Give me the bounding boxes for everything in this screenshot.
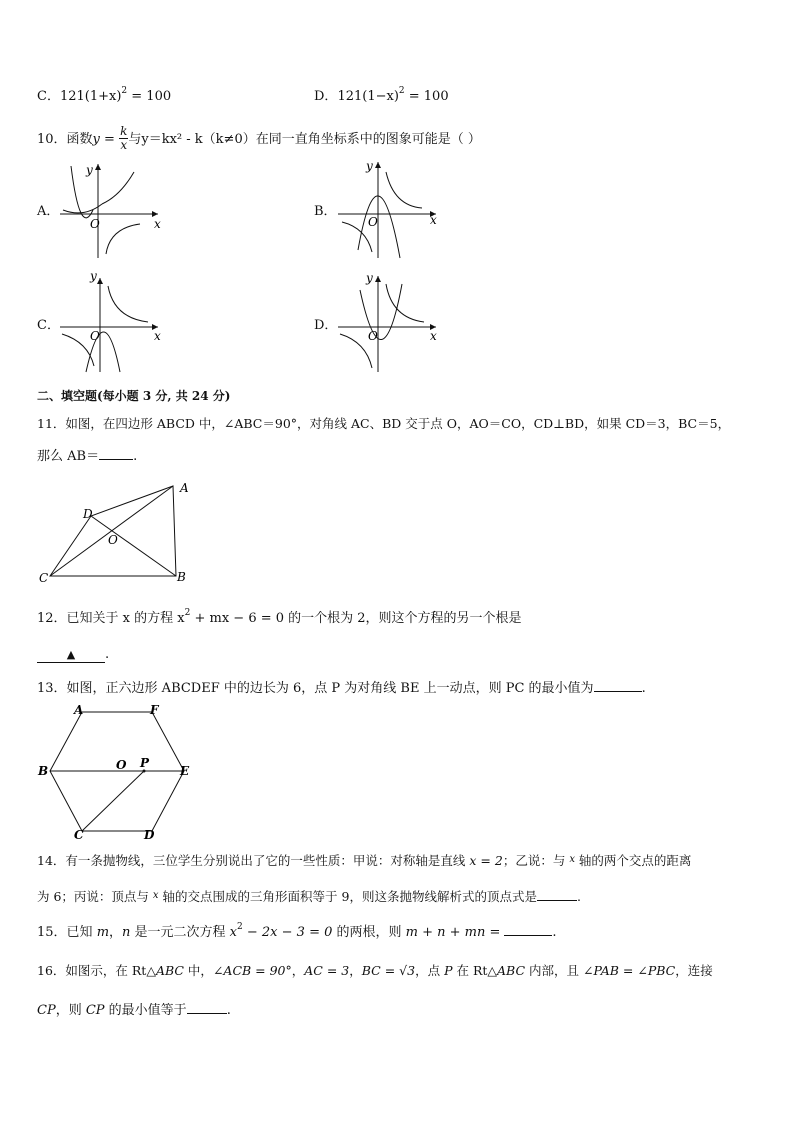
var-cp: CP [37, 1003, 56, 1018]
q15-text-e: 是一元二次方程 [130, 925, 230, 940]
answer-blank[interactable]: ▲ [37, 649, 105, 663]
q12-text-a: 12．已知关于 x 的方程 x [37, 611, 185, 626]
q15-line [37, 923, 557, 939]
q10-option-c-label: C． [37, 318, 60, 333]
label-e: E [180, 764, 190, 778]
q16-angle: ∠ACB = 90° [212, 963, 292, 978]
var-n: n [122, 925, 131, 940]
q16-text: ， [291, 963, 305, 978]
q9-option-c [37, 86, 172, 104]
exponent: 2 [398, 86, 405, 96]
q15-equation: − 2x − 3 = 0 [242, 925, 333, 940]
q12-text-b: + mx − 6 = 0 的一个根为 2，则这个方程的另一个根是 [190, 611, 522, 626]
q14-text-2c: 轴的交点围成的三角形面积等于 9，则这条抛物线解析式的顶点式是 [158, 889, 537, 904]
origin-label: O [90, 329, 100, 343]
graph-a [58, 158, 168, 258]
q14-line2 [37, 888, 581, 904]
q14-text-2a: 为 6；丙说：顶点与 [37, 889, 153, 904]
q16-text: ，连接 [675, 963, 713, 978]
q11-line2 [37, 447, 137, 463]
option-expr: 121(1−x) [337, 89, 399, 104]
answer-blank[interactable] [504, 923, 552, 936]
equals: = [99, 132, 120, 147]
q14-axis-eq: x = 2 [469, 853, 503, 868]
graph-d [336, 272, 446, 372]
axis-x-label: x [430, 329, 437, 343]
q11-prompt: 那么 AB＝ [37, 449, 100, 464]
label-c: C [74, 828, 84, 842]
period: . [133, 449, 138, 464]
q10-option-b-label: B． [314, 204, 337, 219]
label-f: F [150, 703, 159, 717]
q13-prompt: 13．如图，正六边形 ABCDEF 中的边长为 6，点 P 为对角线 BE 上一动点，则 PC 的最小值为 [37, 681, 594, 696]
axis-y-label: y [86, 163, 93, 177]
fraction-k-over-x [119, 125, 128, 152]
comma: ， [109, 925, 123, 940]
q16-text: ABC [497, 963, 526, 978]
var-p: P [444, 963, 453, 978]
q16-text: 的最小值等于 [104, 1003, 187, 1018]
q15-text-h: 的两根，则 [332, 925, 406, 940]
option-label: C． [37, 89, 60, 104]
option-label: D． [314, 89, 338, 104]
option-eq: = 100 [404, 89, 449, 104]
q10-stem [37, 126, 481, 153]
q15-text-a: 15．已知 [37, 925, 97, 940]
axis-x-label: x [154, 329, 161, 343]
label-o: O [108, 533, 118, 547]
q15-expression: m + n + mn = [405, 925, 501, 940]
label-d: D [83, 507, 93, 521]
q12-answer-line [37, 648, 109, 663]
period: . [105, 647, 110, 662]
q9-option-d [314, 86, 449, 104]
var-m: m [96, 925, 110, 940]
axis-y-label: y [366, 271, 373, 285]
period: . [226, 1003, 231, 1018]
option-eq: = 100 [127, 89, 172, 104]
option-expr: 121(1+x) [59, 89, 122, 104]
label-b: B [38, 764, 49, 778]
q11-line1: 11．如图，在四边形 ABCD 中，∠ABC＝90°，对角线 AC、BD 交于点 O，AO＝CO，CD⊥BD，如果 CD＝3，BC＝5， [37, 416, 731, 431]
graph-c [58, 269, 168, 372]
label-a: A [180, 481, 189, 495]
axis-y-label: y [90, 269, 97, 283]
var-y: y [92, 132, 100, 147]
period: . [641, 681, 646, 696]
graph-b [336, 158, 446, 258]
q16-text: 在 Rt△ [452, 963, 497, 978]
q16-sqrt3: √3 [399, 963, 416, 978]
q13-figure [36, 703, 196, 843]
q10-option-d-label: D． [314, 318, 338, 333]
q16-text: 中， [183, 963, 213, 978]
period: . [576, 889, 581, 904]
q14-line1 [37, 855, 691, 868]
period: . [552, 925, 557, 940]
var-x: x [152, 890, 159, 901]
exponent: 2 [121, 86, 128, 96]
q13-text [37, 679, 646, 695]
q16-text: 16．如图示，在 Rt△ [37, 963, 156, 978]
question-number: 10．函数 [37, 132, 93, 147]
numerator: k [120, 124, 128, 138]
axis-x-label: x [154, 217, 161, 231]
q16-text: ，点 [415, 963, 445, 978]
q16-text: ABC [155, 963, 184, 978]
exponent: 2 [184, 608, 191, 618]
label-c: C [39, 571, 49, 585]
q16-bc: BC = [361, 963, 400, 978]
origin-label: O [368, 215, 378, 229]
axis-y-label: y [366, 159, 373, 173]
function-2: y＝kx² ‑ k（k≠0） [141, 132, 256, 147]
origin-label: O [90, 217, 100, 231]
q11-figure [36, 480, 196, 590]
q12-line1 [37, 608, 522, 626]
q16-line1 [37, 965, 713, 978]
exponent: 2 [237, 922, 243, 932]
var-cp: CP [85, 1003, 105, 1018]
answer-blank[interactable] [99, 447, 133, 460]
q14-text-c: ；乙说：与 [502, 853, 570, 868]
q14-text-e: 轴的两个交点的距离 [574, 853, 692, 868]
connector: 与 [128, 132, 142, 147]
stem-tail: 在同一直角坐标系中的图象可能是（ ） [255, 132, 481, 147]
denominator: x [120, 138, 128, 152]
q16-angles: ∠PAB = ∠PBC [582, 963, 676, 978]
answer-blank[interactable] [187, 1001, 227, 1014]
label-o: O [116, 758, 127, 772]
q10-option-a-label: A． [37, 204, 60, 219]
label-p: P [140, 756, 150, 770]
axis-x-label: x [430, 213, 437, 227]
q16-ac: AC = 3 [304, 963, 350, 978]
q14-text-a: 14．有一条抛物线，三位学生分别说出了它的一些性质：甲说：对称轴是直线 [37, 853, 470, 868]
label-b: B [177, 570, 186, 584]
var-x: x [569, 854, 575, 865]
origin-label: O [368, 329, 378, 343]
q16-text: ，则 [55, 1003, 86, 1018]
section-title: 二、填空题(每小题 3 分, 共 24 分) [37, 389, 231, 403]
var-x: x [229, 925, 238, 940]
label-a: A [74, 703, 84, 717]
answer-blank[interactable] [594, 679, 642, 692]
q16-text: ， [349, 963, 362, 978]
q16-text: 内部，且 [525, 963, 583, 978]
label-d: D [144, 828, 155, 842]
answer-blank[interactable] [537, 888, 577, 901]
q16-line2 [37, 1001, 231, 1017]
